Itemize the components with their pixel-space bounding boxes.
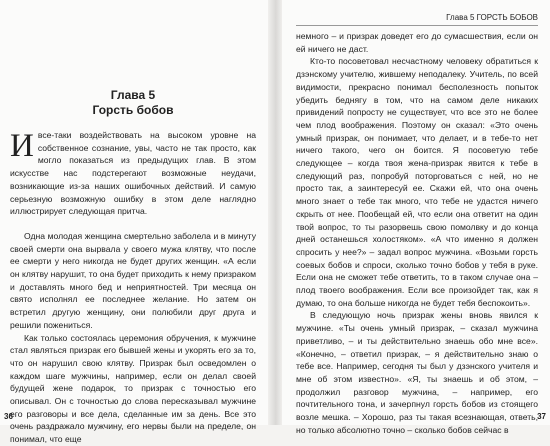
page-number: 37 [537,412,546,421]
book-gutter [268,0,282,425]
opening-paragraph-text: все-таки воздействовать на высоком уровне на собственное сознание, увы, часто не так просто, как могло показаться из предыдущих глав. В этом искусстве нас подстерегают возможные неудачи, возникающие из-за наших ошибочных действий. И самую серьезную возможную ошибку в этом деле наглядно иллюстрирует следующая притча. [10,130,256,217]
chapter-number: Глава 5 [110,88,156,102]
paragraph: немного – и призрак доведет его до сумасшествия, если он ей ничего не даст. [296,31,538,54]
left-page [0,0,268,445]
page-number: 36 [4,412,13,421]
paragraph-gap [10,218,256,230]
right-page [282,0,550,435]
running-header: Глава 5 ГОРСТЬ БОБОВ [296,12,538,26]
drop-cap: И [10,128,34,164]
chapter-title: Горсть бобов [92,103,174,117]
paragraph: Кто-то посоветовал несчастному человеку обратиться к дзэнскому учителю, жившему неподалеку. Учитель, по всей видимости, прекрасно понимал бесполезность попыток убедить беднягу в том, что на самом деле никаких привидений попросту не существует, что все это не более чем плод воображения. Поэтому он сказал: «Это очень умный призрак, он понимает, что делает, и в тебе-то нет ничего такого, чего он боится. Я посоветую тебе следующее – когда твоя жена-призрак явится к тебе в следующий раз, попробуй поторговаться с ней, но не просто так, а заинтересуй ее. Скажи ей, что она очень много знает о тебе так много, что тебе не удастся ничего скрыть от нее. Пообещай ей, что если она ответит на один твой вопрос, то ты разорвешь свою помолвку и до конца дней останешься холостяком». «А что именно я должен спросить у нее?» – задал вопрос мужчина. «Возьми горсть соевых бобов и спроси, сколько точно бобов у тебя в руке. Если она не сможет тебе ответить, то в таком случае она – плод твоего воображения. Если все произойдет так, как я думаю, то она больше никогда не будет тебя беспокоить». [296,56,538,308]
paragraph: Как только состоялась церемония обручения, к мужчине стал являться призрак его бывшей жены и укорять его за то, что он нарушил свою клятву. Призрак был осведомлен о каждом шаге мужчины, например, если он делал своей будущей жене подарок, то призрак с точностью его описывал. Он с точностью до слова пересказывал мужчине его разговоры и все дела, сделанные им за день. Все это очень раздражало мужчину, его нервы были на пределе, он понимал, что еще [10,332,256,445]
opening-paragraph [10,129,256,218]
paragraph: В следующую ночь призрак жены вновь явился к мужчине. «Ты очень умный призрак, – сказал мужчина приветливо, – и ты действительно знаешь обо мне все». «Конечно, – ответил призрак, – я действительно знаю о тебе все. Например, сегодня ты был у дзэнского учителя и мне об этом известно». «Я, ты знаешь и об этом, – продолжил разговор мужчина, – например, его почтительного тона, и зачерпнул горсть бобов из стоящего возле мешка. – Хорошо, раз ты такая всезнающая, ответь, но только абсолютно точно – сколько бобов сейчас в [296,310,538,435]
paragraph: Одна молодая женщина смертельно заболела и в минуту своей смерти она вырвала у своего мужа клятву, что после ее смерти у него никогда не будет других женщин. «А если он клятву нарушит, то она будет приходить к нему призраком и доставлять много бед и неприятностей. Три месяца он свято исполнял ее последнее желание. Но затем он встретил другую женщину, они полюбили друг друга и решили пожениться. [10,230,256,330]
